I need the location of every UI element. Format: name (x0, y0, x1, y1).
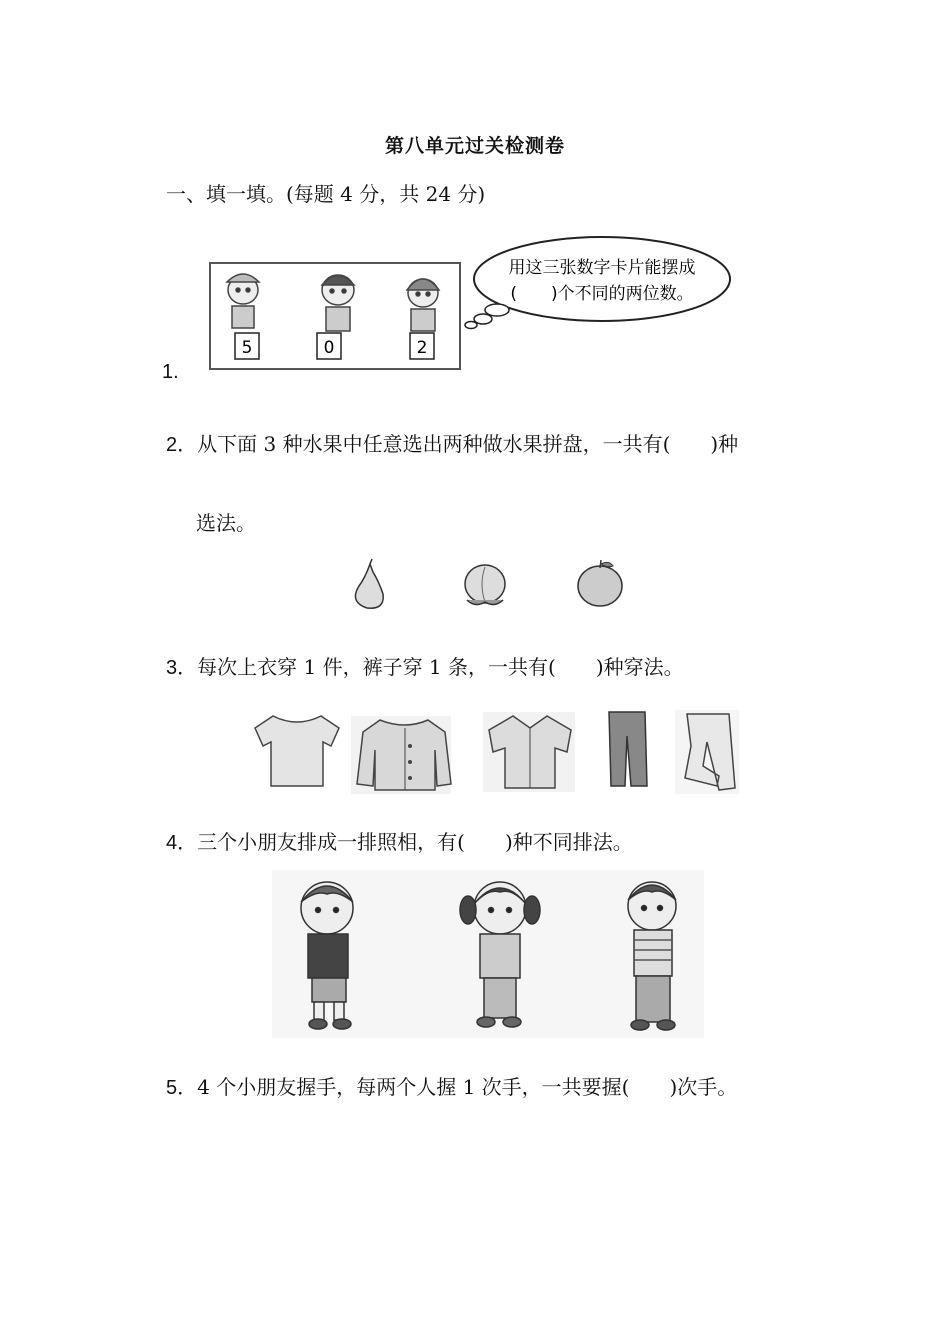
number-card-label: 5 (241, 338, 253, 358)
bubble-line-2: ( )个不同的两位数。 (510, 284, 694, 304)
thought-bubble (474, 237, 730, 321)
apple-icon (578, 560, 622, 606)
jeans-icon (609, 712, 647, 786)
pear-icon (355, 559, 383, 608)
number-card-label: 2 (416, 338, 428, 358)
number-card-label: 0 (323, 338, 335, 358)
q5-text-a: 4 个小朋友握手，每两个人握 1 次手，一共要握( (197, 1075, 630, 1099)
shirt-icon (483, 712, 575, 792)
thought-dot (485, 304, 509, 316)
q5-text (166, 1071, 737, 1100)
peach-icon (465, 565, 505, 605)
page-title: 第八单元过关检测卷 (384, 135, 565, 157)
fruits-illustration (345, 558, 645, 618)
thought-dot (474, 314, 492, 324)
q2-number: 2． (166, 434, 198, 456)
tshirt-icon (255, 716, 339, 786)
q3-text-b: )种穿法。 (595, 655, 684, 679)
q4-text-a: 三个小朋友排成一排照相，有( (197, 830, 465, 854)
section-heading: 一、填一填。(每题 4 分，共 24 分) (166, 182, 486, 206)
q2-text (166, 428, 738, 457)
q3-number: 3． (166, 657, 198, 679)
q4-number: 4． (166, 832, 198, 854)
thought-dot (465, 322, 477, 329)
q2-text-a: 从下面 3 种水果中任意选出两种做水果拼盘，一共有( (197, 432, 671, 456)
q5-number: 5． (166, 1077, 198, 1099)
q2-text-c: 选法。 (196, 511, 256, 535)
q5-text-b: )次手。 (669, 1075, 738, 1099)
q2-text-b: )种 (710, 432, 739, 456)
q1-number: 1. (162, 361, 179, 383)
clothes-illustration (245, 706, 745, 796)
q3-text-a: 每次上衣穿 1 件，裤子穿 1 条，一共有( (197, 655, 556, 679)
children-illustration (272, 870, 712, 1040)
q4-text (166, 826, 633, 855)
jacket-icon (351, 716, 451, 794)
q3-text (166, 651, 684, 680)
trousers-icon (675, 710, 739, 794)
bubble-line-1: 用这三张数字卡片能摆成 (508, 258, 696, 278)
q4-text-b: )种不同排法。 (504, 830, 633, 854)
q1-illustration (205, 228, 745, 378)
